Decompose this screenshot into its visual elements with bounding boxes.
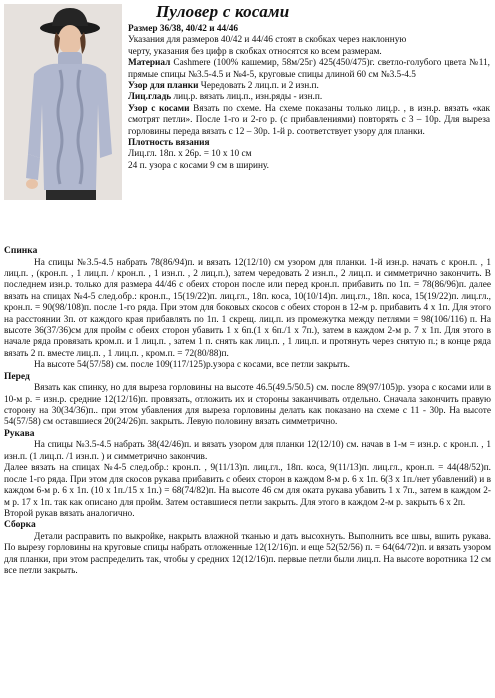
section-paragraph: Вязать как спинку, но для выреза горловины на высоте 46.5(49.5/50.5) см. после 89(97/105)р. узора с косами или в 10-м р. = изн.р. средние 12(12/16)п. провязать, отложить их и стороны заканчивать отдельно. Сначала закончить правую сторону на 30(34/36)п.. при этом убавления для выреза горловины делать как показано на схеме с 11 - 30р. На высоте 54(57/58) см оставшиеся 20(24/26)п. закрыть. Левую половину вязать симметрично.	[4, 383, 491, 428]
pattern-label: Лиц.гладь	[128, 92, 172, 103]
material-line	[128, 58, 490, 81]
density-line: 24 п. узора с косами 9 см в ширину.	[128, 160, 269, 171]
section-heading: Сборка	[4, 520, 36, 531]
pattern-text: Вязать по схеме. На схеме показаны только лиц.р. , в изн.р. вязать «как смотрят петли». После 1-го и 2-го р. (с прибавлениями) повторять с 3 – 10р. Для выреза горловины переда вязать с 12 – 30р. 1-й р. соответствует узору для планки.	[128, 103, 490, 137]
header-line: черту, указания без цифр в скобках относятся ко всем размерам.	[128, 46, 382, 57]
section-paragraph: На спицы №3.5-4.5 набрать 78(86/94)п. и вязать 12(12/10) см узором для планки. 1-й изн.р. начать с крон.п. , 1 лиц.п. , (крон.п. , 1 лиц.п. / крон.п. , 1 изн.п. , 2 лиц.п.), затем чередовать 2 изн.п., 2 лиц.п. и симметрично закончить. В последнем изн.р. только для размера 44/46 с обеих сторон после или перед крон.п. прибавить по 1п. = 78(86/96)п. далее вязать на спицах №4-5 след.обр.: крон.п., 15(19/22)п. лиц.гл., 18п. коса, 10(10/14)п. лиц.гл., 18п. коса, 15(19/22)п. лиц.гл., крон.п. = 90(98/108)п. после 1-го ряда. При этом для боковых скосов с обеих сторон в 12-м р. прибавить 4 х 1п. Для этого на расстоянии 3п. от каждого края прибавлять по 1п. 1 скрещ. лиц.п. из промежутка между петлями = 98(106/116) п. На высоте 36(37/36)см для пройм с обеих сторон убавить 1 х 6п.(1 х 6п./1 х 7п.), затем в каждом 2-м р. 7 х 1п. Для этого в начале ряда провязать кром.п. и 1 лиц.п. , затем 1 п. снять как лиц.п. , 1 лиц.п. и протянуть через снятую п.; в конце ряда вязать 2 п. вместе лиц.п. , 1 лиц.п. , кром.п. = 72(80/88)п.	[4, 257, 491, 359]
pattern-line	[128, 92, 490, 103]
section-heading: Рукава	[4, 428, 35, 439]
pattern-text: Чередовать 2 лиц.п. и 2 изн.п.	[200, 81, 319, 92]
section-paragraph: Второй рукав вязать аналогично.	[4, 508, 135, 519]
model-illustration	[4, 4, 122, 200]
pattern-label: Узор для планки	[128, 81, 199, 92]
pattern-text: лиц.р. вязать лиц.п., изн.ряды - изн.п.	[173, 92, 323, 103]
material-text: Cashmere (100% кашемир, 58м/25г) 425(450/475)г. светло-голубого цвета №11, прямые спицы №3.5-4.5 и №4-5, круговые спицы длиной 60 см №3.5-4.5	[128, 58, 490, 80]
size-label: Размер	[128, 24, 158, 34]
model-photo	[4, 4, 122, 200]
pattern-line	[128, 104, 490, 138]
pattern-line	[128, 81, 490, 92]
header-block	[128, 2, 490, 172]
page-title: Пуловер с косами	[156, 2, 290, 21]
section-paragraph: На спицы №3.5-4.5 набрать 38(42/46)п. и вязать узором для планки 12(12/10) см. начав в 1-м = изн.р. с крон.п. , 1 изн.п. (1 лиц.п. /1 изн.п. ) и симметрично закончив.	[4, 440, 491, 462]
section-paragraph: На высоте 54(57/58) см. после 109(117/125)р.узора с косами, все петли закрыть.	[34, 360, 350, 371]
density-label: Плотность вязания	[128, 138, 210, 149]
section-paragraph: Далее вязать на спицах №4-5 след.обр.: крон.п. , 9(11/13)п. лиц.гл., 18п. коса, 9(11/13)п. лиц.гл., крон.п. = 44(48/52)п. после 1-го ряда. При этом для скосов рукава прибавить с обеих сторон в каждом 8-м р. 6 х 1п. 6(3 х 1п./нет убавлений) и в каждом 6-м р. 6 х 1п. (10 х 1п./15 х 1п.) = 68(74/82)п. На высоте 46 см для оката рукава убавить 1 х 7п., затем в каждом 2-м р. 17 х 1п. так как описано для пройм. Затем оставшиеся петли закрыть. Для этого в каждом 2-м р. закрыть 6 х 2п.	[4, 463, 491, 508]
section-paragraph: Детали расправить по выкройке, накрыть влажной тканью и дать высохнуть. Выполнить все швы, вшить рукава. По вырезу горловины на круговые спицы набрать отложенные 12(12/16)п. и еще 52(52/56) п. = 64(64/72)п. и вязать узором для планки, при этом распределить так, чтобы у средних 12(12/16)п. первые петли были лиц.п. На высоте воротника 12 см все петли закрыть.	[4, 531, 491, 577]
density-line: Лиц.гл. 18п. х 26р. = 10 х 10 см	[128, 149, 252, 160]
pattern-label: Узор с косами	[128, 103, 190, 114]
material-label: Материал	[128, 58, 171, 69]
section-heading: Перед	[4, 371, 30, 382]
size-line	[128, 24, 490, 35]
section-heading: Спинка	[4, 246, 38, 256]
size-value: 36/38, 40/42 и 44/46	[159, 24, 239, 34]
instructions	[4, 246, 491, 578]
header-line: Указания для размеров 40/42 и 44/46 стоят в скобках через наклонную	[128, 35, 407, 46]
